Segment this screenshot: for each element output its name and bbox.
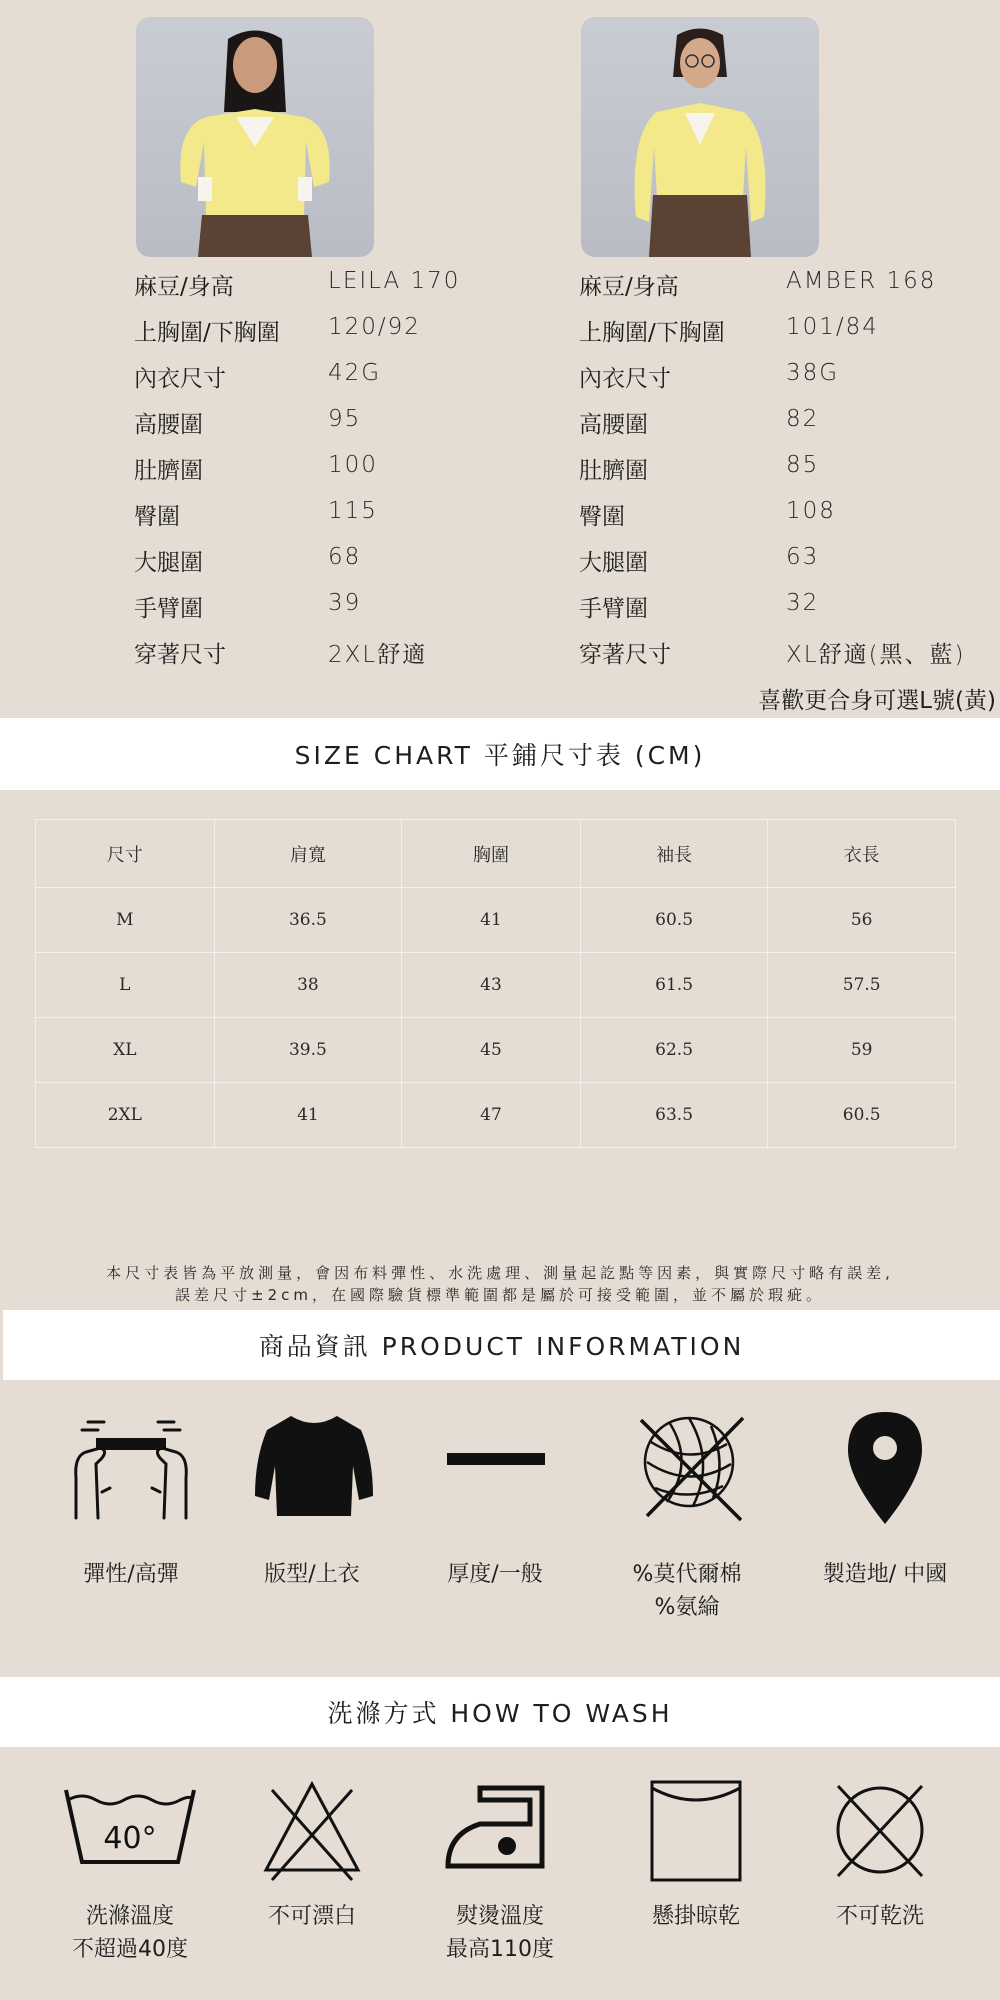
yarn-ball-icon bbox=[627, 1408, 757, 1528]
stat-value: 82 bbox=[786, 406, 820, 432]
table-cell: M bbox=[36, 888, 215, 953]
table-cell: 38 bbox=[214, 953, 402, 1018]
column-header: 衣長 bbox=[768, 820, 956, 888]
stat-label: 大腿圍 bbox=[579, 550, 648, 576]
stat-value: 32 bbox=[786, 590, 820, 616]
model-leila-illustration bbox=[136, 17, 374, 257]
stat-value: 120/92 bbox=[328, 314, 421, 340]
table-cell: 60.5 bbox=[580, 888, 768, 953]
disclaimer-line: 本尺寸表皆為平放測量，會因布料彈性、水洗處理、測量起訖點等因素，與實際尺寸略有誤差, bbox=[106, 1264, 894, 1282]
stat-label: 臀圍 bbox=[134, 504, 180, 530]
info-label-material bbox=[587, 1558, 787, 1624]
info-label-thickness: 厚度/一般 bbox=[447, 1562, 543, 1587]
no-dry-clean-icon bbox=[810, 1776, 950, 1886]
info-label-fit: 版型/上衣 bbox=[264, 1562, 360, 1587]
stat-value: 95 bbox=[328, 406, 362, 432]
location-pin-icon bbox=[820, 1408, 950, 1528]
material-line: %莫代爾棉 bbox=[632, 1562, 742, 1587]
stat-value: 100 bbox=[328, 452, 378, 478]
table-cell: 63.5 bbox=[580, 1083, 768, 1148]
thickness-line-icon bbox=[431, 1408, 561, 1528]
table-cell: 2XL bbox=[36, 1083, 215, 1148]
column-header: 肩寬 bbox=[214, 820, 402, 888]
wash-label-temperature bbox=[30, 1900, 230, 1966]
material-line: %氨綸 bbox=[654, 1595, 720, 1620]
table-row bbox=[36, 953, 956, 1018]
wash-label-line: 洗滌溫度 bbox=[85, 1904, 174, 1929]
stat-label: 上胸圍/下胸圍 bbox=[134, 320, 280, 346]
info-label-origin: 製造地/ 中國 bbox=[822, 1562, 948, 1587]
wash-label-no-bleach: 不可漂白 bbox=[267, 1904, 356, 1929]
wash-label-ironing bbox=[400, 1900, 600, 1966]
stat-label: 麻豆/身高 bbox=[579, 274, 679, 300]
wash-temperature-text: 40° bbox=[103, 1821, 157, 1856]
stat-label: 肚臍圍 bbox=[579, 458, 648, 484]
size-chart-table bbox=[35, 819, 956, 1148]
wash-label-line: 不超過40度 bbox=[72, 1937, 188, 1962]
stat-value: 2XL舒適 bbox=[328, 642, 428, 668]
table-cell: 60.5 bbox=[768, 1083, 956, 1148]
table-cell: 59 bbox=[768, 1018, 956, 1083]
column-header: 尺寸 bbox=[36, 820, 215, 888]
stat-value: 108 bbox=[786, 498, 836, 524]
table-row bbox=[36, 1018, 956, 1083]
table-row bbox=[36, 1083, 956, 1148]
stat-label: 大腿圍 bbox=[134, 550, 203, 576]
how-to-wash-banner: 洗滌方式 HOW TO WASH bbox=[0, 1677, 1000, 1747]
table-cell: 62.5 bbox=[580, 1018, 768, 1083]
table-cell: 61.5 bbox=[580, 953, 768, 1018]
wash-label-line: 熨燙溫度 bbox=[455, 1904, 544, 1929]
stat-label: 高腰圍 bbox=[134, 412, 203, 438]
stat-value: 42G bbox=[328, 360, 382, 386]
model-amber-illustration bbox=[581, 17, 819, 257]
column-header: 胸圍 bbox=[402, 820, 581, 888]
product-info-banner: 商品資訊 PRODUCT INFORMATION bbox=[3, 1310, 1000, 1380]
table-cell: 41 bbox=[214, 1083, 402, 1148]
stat-value: 101/84 bbox=[786, 314, 879, 340]
table-cell: 45 bbox=[402, 1018, 581, 1083]
no-bleach-icon bbox=[242, 1776, 382, 1886]
stat-value: 39 bbox=[328, 590, 362, 616]
table-cell: 57.5 bbox=[768, 953, 956, 1018]
stat-value: XL舒適(黑、藍) bbox=[786, 642, 966, 668]
table-cell: 43 bbox=[402, 953, 581, 1018]
stat-label: 內衣尺寸 bbox=[579, 366, 671, 392]
wash-label-line: 最高110度 bbox=[446, 1937, 554, 1962]
table-cell: 36.5 bbox=[214, 888, 402, 953]
model-photo-amber bbox=[581, 17, 819, 257]
stat-label: 穿著尺寸 bbox=[134, 642, 226, 668]
stretch-hands-icon bbox=[66, 1408, 196, 1528]
stat-label: 麻豆/身高 bbox=[134, 274, 234, 300]
table-cell: 39.5 bbox=[214, 1018, 402, 1083]
wash-label-hang-dry: 懸掛晾乾 bbox=[651, 1904, 740, 1929]
stat-label: 肚臍圍 bbox=[134, 458, 203, 484]
stat-value: AMBER 168 bbox=[786, 268, 937, 294]
size-suggestion-note: 喜歡更合身可選L號(黃) bbox=[758, 688, 996, 714]
hang-dry-icon bbox=[626, 1776, 766, 1886]
table-cell: 56 bbox=[768, 888, 956, 953]
stat-label: 高腰圍 bbox=[579, 412, 648, 438]
stat-label: 手臂圍 bbox=[134, 596, 203, 622]
info-label-elasticity: 彈性/高彈 bbox=[83, 1562, 179, 1587]
stat-label: 上胸圍/下胸圍 bbox=[579, 320, 725, 346]
wash-40-icon bbox=[60, 1776, 200, 1886]
table-cell: 41 bbox=[402, 888, 581, 953]
stat-value: 38G bbox=[786, 360, 840, 386]
table-cell: 47 bbox=[402, 1083, 581, 1148]
stat-label: 臀圍 bbox=[579, 504, 625, 530]
iron-icon bbox=[430, 1776, 570, 1886]
stat-value: LEILA 170 bbox=[328, 268, 461, 294]
stat-value: 115 bbox=[328, 498, 378, 524]
column-header: 袖長 bbox=[580, 820, 768, 888]
table-cell: XL bbox=[36, 1018, 215, 1083]
stat-label: 手臂圍 bbox=[579, 596, 648, 622]
wash-label-no-dry-clean: 不可乾洗 bbox=[835, 1904, 924, 1929]
model-photo-leila bbox=[136, 17, 374, 257]
sweater-icon bbox=[249, 1408, 379, 1528]
size-chart-banner: SIZE CHART 平鋪尺寸表 (CM) bbox=[0, 718, 1000, 790]
table-header-row bbox=[36, 820, 956, 888]
stat-label: 內衣尺寸 bbox=[134, 366, 226, 392]
stat-value: 85 bbox=[786, 452, 820, 478]
disclaimer-line: 誤差尺寸±2cm，在國際驗貨標準範圍都是屬於可接受範圍，並不屬於瑕疵。 bbox=[175, 1286, 825, 1304]
table-row bbox=[36, 888, 956, 953]
stat-value: 63 bbox=[786, 544, 820, 570]
table-cell: L bbox=[36, 953, 215, 1018]
stat-value: 68 bbox=[328, 544, 362, 570]
stat-label: 穿著尺寸 bbox=[579, 642, 671, 668]
